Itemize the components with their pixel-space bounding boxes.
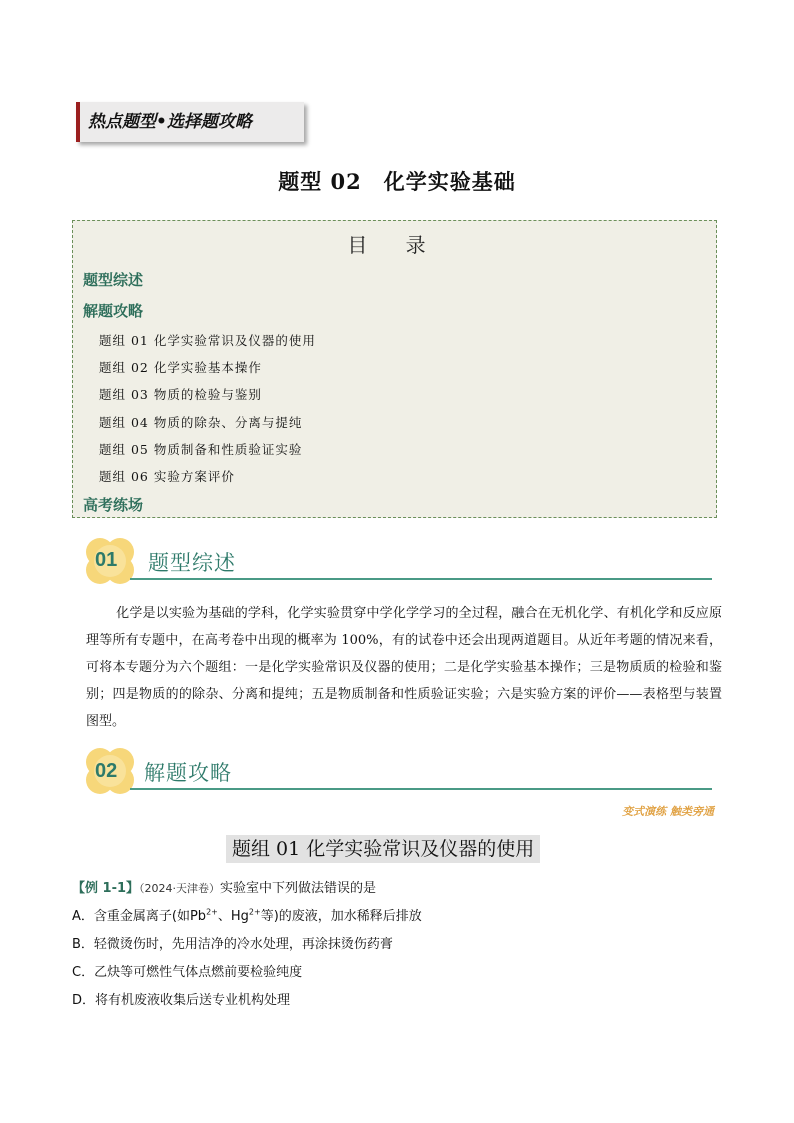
table-of-contents bbox=[72, 220, 717, 518]
section-number: 01 bbox=[95, 549, 118, 571]
example-source: （2024·天津卷） bbox=[139, 882, 221, 895]
group-title: 题组 01 化学实验常识及仪器的使用 bbox=[226, 835, 540, 863]
toc-item-practice[interactable]: 高考练场 bbox=[83, 496, 144, 514]
toc-heading: 目 录 bbox=[347, 233, 442, 257]
example-tag: 【例 1-1】 bbox=[72, 881, 140, 896]
section-divider bbox=[130, 578, 712, 580]
example-stem bbox=[72, 877, 376, 896]
option-d[interactable]: D．将有机废液收集后送专业机构处理 bbox=[72, 993, 291, 1008]
toc-item-group-04[interactable]: 题组 04 物质的除杂、分离与提纯 bbox=[99, 415, 303, 430]
section-title: 解题攻略 bbox=[144, 761, 232, 785]
summary-paragraph: 化学是以实验为基础的学科，化学实验贯穿中学化学学习的全过程，融合在无机化学、有机化学和反应原理等所有专题中，在高考卷中出现的概率为 100%，有的试卷中还会出现两道题目。从近年考题的情况来看，可将本专题分为六个题组：一是化学实验常识及仪器的使用；二是化学实验基本操作；三是物质质的检验和鉴别；四是物质的的除杂、分离和提纯；五是物质制备和性质验证实验；六是实验方案的评价——表格型与装置图型。 bbox=[86, 606, 722, 729]
option-a[interactable]: A．含重金属离子(如$Pb^{2+}$、$Hg^{2+}$等)的废液，加水稀释后排放 bbox=[72, 907, 422, 924]
toc-item-group-02[interactable]: 题组 02 化学实验基本操作 bbox=[99, 360, 262, 375]
title-part2: 化学实验基础 bbox=[383, 169, 516, 194]
toc-item-group-01[interactable]: 题组 01 化学实验常识及仪器的使用 bbox=[99, 333, 316, 348]
section-number: 02 bbox=[95, 760, 118, 782]
section-title: 题型综述 bbox=[148, 551, 236, 575]
practice-note: 变式演练 触类旁通 bbox=[622, 805, 714, 818]
toc-item-group-05[interactable]: 题组 05 物质制备和性质验证实验 bbox=[99, 442, 303, 457]
option-c[interactable]: C．乙炔等可燃性气体点燃前要检验纯度 bbox=[72, 965, 303, 980]
option-b[interactable]: B．轻微烫伤时，先用洁净的冷水处理，再涂抹烫伤药膏 bbox=[72, 937, 393, 952]
toc-item-strategy[interactable]: 解题攻略 bbox=[83, 302, 144, 320]
section-tag: 热点题型•选择题攻略 bbox=[76, 102, 304, 142]
section-divider bbox=[130, 788, 712, 790]
toc-item-group-03[interactable]: 题组 03 物质的检验与鉴别 bbox=[99, 387, 262, 402]
example-question: 实验室中下列做法错误的是 bbox=[220, 881, 377, 896]
page-title bbox=[0, 166, 794, 196]
toc-item-overview[interactable]: 题型综述 bbox=[83, 271, 144, 289]
title-part1: 题型 02 bbox=[278, 169, 362, 194]
toc-item-group-06[interactable]: 题组 06 实验方案评价 bbox=[99, 469, 235, 484]
